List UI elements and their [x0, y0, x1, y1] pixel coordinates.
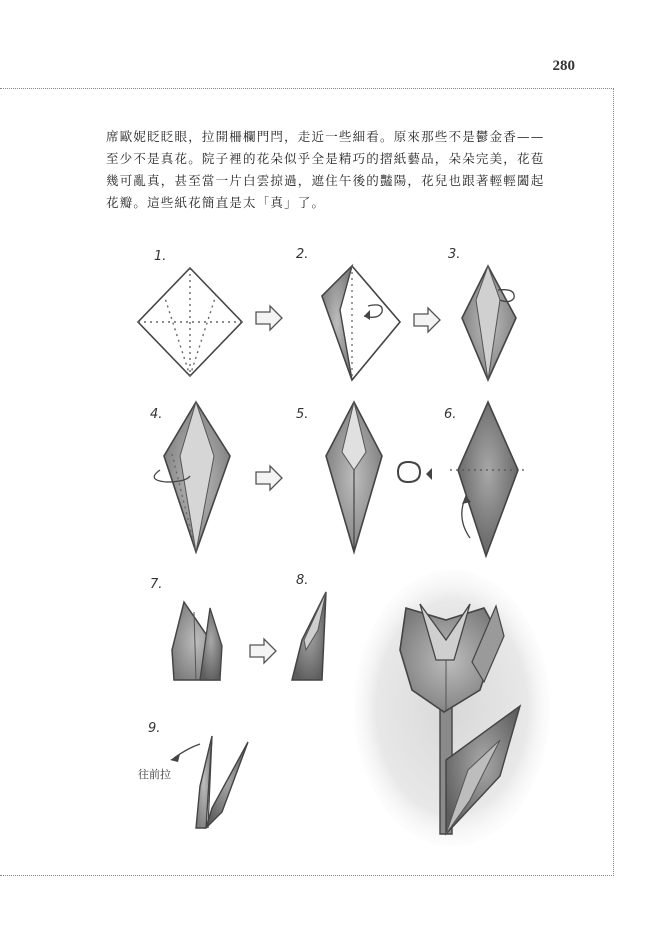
body-line: 幾可亂真，甚至當一片白雲掠過，遮住午後的豔陽，花兒也跟著輕輕闔起 — [106, 173, 545, 188]
arrow-right-icon — [256, 306, 282, 330]
pull-forward-label: 往前拉 — [138, 768, 171, 781]
step-label-1: 1. — [154, 249, 167, 264]
body-line: 席歐妮眨眨眼，拉開柵欄門閂，走近一些細看。原來那些不是鬱金香—— — [106, 129, 545, 144]
step-label-5: 5. — [296, 407, 309, 422]
body-line: 至少不是真花。院子裡的花朵似乎全是精巧的摺紙藝品，朵朵完美，花苞 — [106, 151, 545, 166]
step-6-diagram — [450, 402, 528, 556]
step-5-diagram — [326, 402, 382, 552]
step-4-diagram — [154, 402, 230, 552]
step-1-diagram — [138, 268, 242, 376]
finished-tulip — [354, 570, 550, 846]
step-label-6: 6. — [444, 407, 457, 422]
step-label-4: 4. — [150, 407, 163, 422]
arrow-right-icon — [256, 466, 282, 490]
step-2-diagram — [322, 266, 400, 380]
arrow-right-icon — [250, 639, 276, 663]
step-9-diagram — [170, 736, 248, 828]
step-label-7: 7. — [150, 577, 163, 592]
step-label-9: 9. — [148, 721, 161, 736]
step-label-2: 2. — [296, 247, 309, 262]
step-label-3: 3. — [448, 247, 461, 262]
page-number: 280 — [552, 58, 575, 74]
step-label-8: 8. — [296, 573, 309, 588]
body-line: 花瓣。這些紙花簡直是太「真」了。 — [106, 195, 326, 210]
arrow-right-icon — [414, 308, 440, 332]
step-7-diagram — [172, 602, 222, 680]
step-8-diagram — [292, 592, 326, 680]
step-3-diagram — [462, 266, 516, 380]
turn-over-icon — [398, 462, 432, 482]
